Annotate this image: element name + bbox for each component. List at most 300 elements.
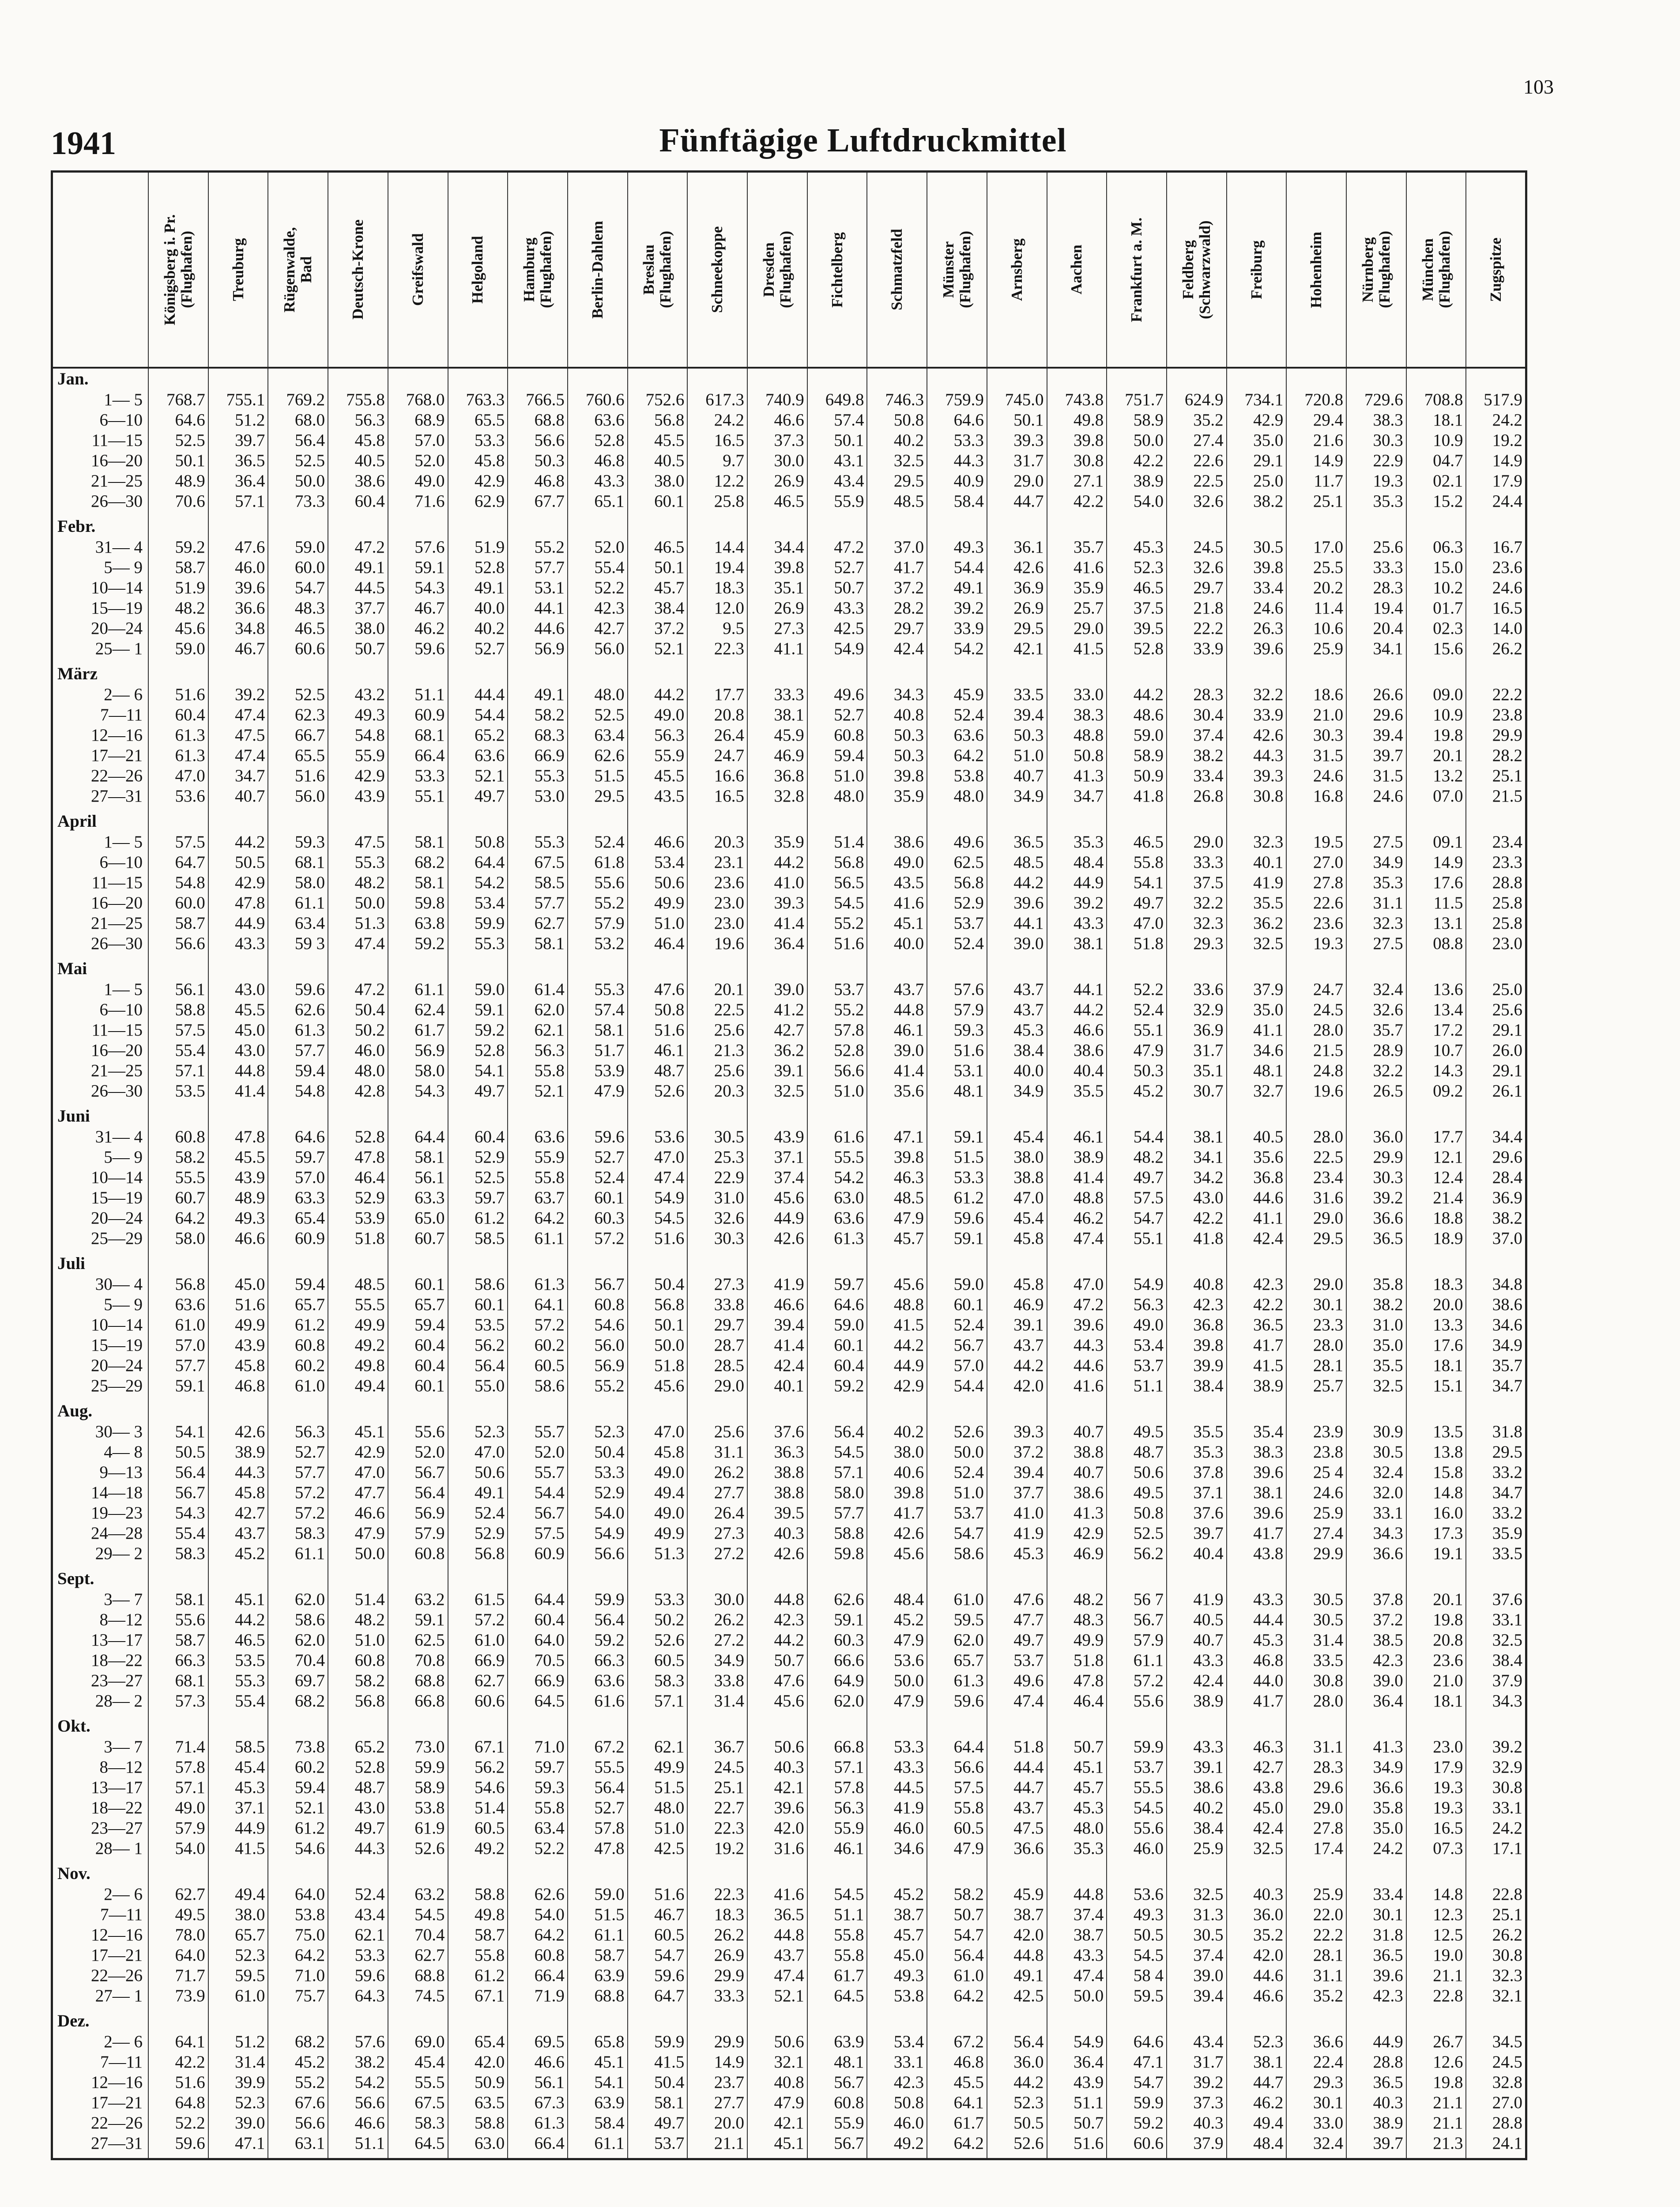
pressure-cell: 57.8 [807,1020,867,1040]
period-label: 25—29 [52,1376,149,1401]
pressure-cell: 49.1 [987,1966,1047,1986]
station-header [1346,172,1406,368]
pressure-cell: 40.0 [987,1061,1047,1081]
pressure-cell: 60.5 [508,1356,568,1376]
pressure-cell: 21.0 [1286,705,1346,725]
empty-cell [388,1253,448,1274]
pressure-cell: 39.0 [1346,1671,1406,1691]
pressure-cell: 50.4 [568,1442,628,1462]
empty-cell [148,1716,208,1737]
pressure-cell: 53.0 [508,786,568,811]
pressure-cell: 51.1 [1107,1376,1167,1401]
empty-cell [1406,958,1466,979]
pressure-cell: 46.6 [508,2052,568,2072]
pressure-cell: 56.8 [628,1295,688,1315]
pressure-cell: 58.8 [807,1523,867,1544]
pressure-cell: 35.2 [1167,410,1227,430]
pressure-cell: 63.9 [807,2032,867,2052]
pressure-cell: 58.7 [148,913,208,934]
pressure-cell: 32.9 [1466,1757,1526,1778]
pressure-cell: 42.8 [328,1081,388,1106]
pressure-cell: 47.1 [1107,2052,1167,2072]
pressure-cell: 66.3 [568,1650,628,1671]
pressure-cell: 22.3 [687,639,747,663]
pressure-cell: 38.7 [987,1905,1047,1925]
pressure-cell: 44.3 [1227,746,1287,766]
empty-cell [208,1253,268,1274]
pressure-cell: 59.7 [268,1147,328,1168]
pressure-cell: 60.8 [508,1945,568,1966]
pressure-cell: 56.7 [807,2072,867,2093]
pressure-cell: 38.6 [1167,1778,1227,1798]
empty-cell [208,1106,268,1127]
station-header [1047,172,1107,368]
pressure-cell: 43.0 [208,979,268,1000]
pressure-cell: 56.7 [927,1335,987,1356]
pressure-cell: 41.9 [1227,873,1287,893]
pressure-cell: 37.4 [1047,1905,1107,1925]
empty-cell [1346,1106,1406,1127]
pressure-cell: 41.6 [1047,557,1107,578]
pressure-cell: 49.5 [1107,1422,1167,1442]
pressure-cell: 15.0 [1406,557,1466,578]
pressure-cell: 26.2 [1466,1925,1526,1945]
pressure-cell: 47.2 [328,979,388,1000]
pressure-cell: 32.2 [1227,685,1287,705]
pressure-cell: 14.9 [1406,852,1466,873]
pressure-cell: 35.5 [1167,1422,1227,1442]
pressure-cell: 45.3 [987,1020,1047,1040]
empty-cell [388,958,448,979]
pressure-cell: 78.0 [148,1925,208,1945]
pressure-cell: 44.8 [1047,1884,1107,1905]
pressure-cell: 46.8 [927,2052,987,2072]
pressure-cell: 44.8 [867,1000,927,1020]
pressure-cell: 33.3 [1167,852,1227,873]
station-header [1406,172,1466,368]
pressure-cell: 38.5 [1346,1630,1406,1650]
pressure-cell: 42.0 [448,2052,508,2072]
pressure-cell: 46.5 [1107,832,1167,852]
pressure-cell: 25.8 [1466,893,1526,913]
pressure-cell: 39.3 [1227,766,1287,786]
pressure-cell: 47.9 [1107,1040,1167,1061]
empty-cell [328,811,388,832]
pressure-cell: 44.2 [747,1630,807,1650]
pressure-cell: 49.6 [987,1671,1047,1691]
pressure-cell: 769.2 [268,390,328,410]
pressure-cell: 30.8 [1286,1671,1346,1691]
pressure-cell: 49.0 [628,1503,688,1523]
pressure-cell: 49.6 [807,685,867,705]
pressure-cell: 52.1 [268,1798,328,1818]
pressure-cell: 50.7 [927,1905,987,1925]
pressure-cell: 64.7 [628,1986,688,2011]
pressure-cell: 49.7 [1107,1168,1167,1188]
pressure-cell: 46.0 [208,557,268,578]
empty-cell [628,1863,688,1884]
empty-cell [208,516,268,537]
pressure-cell: 60.5 [927,1818,987,1838]
pressure-cell: 38.0 [208,1905,268,1925]
pressure-cell: 23.9 [1286,1422,1346,1442]
pressure-cell: 54.1 [148,1422,208,1442]
empty-cell [1167,368,1227,390]
pressure-cell: 19.8 [1406,1610,1466,1630]
pressure-cell: 52.7 [568,1798,628,1818]
pressure-cell: 30.3 [1346,430,1406,451]
pressure-cell: 35.7 [1047,537,1107,557]
pressure-cell: 37.2 [1346,1610,1406,1630]
table-row [52,1081,1526,1106]
pressure-cell: 38.9 [1346,2113,1406,2133]
period-label: 2— 6 [52,1884,149,1905]
pressure-cell: 31.1 [1346,893,1406,913]
pressure-cell: 56.1 [388,1168,448,1188]
pressure-cell: 41.6 [867,893,927,913]
pressure-cell: 50.7 [747,1650,807,1671]
pressure-cell: 45.6 [747,1188,807,1208]
pressure-cell: 50.0 [1047,1986,1107,2011]
pressure-cell: 44.9 [867,1356,927,1376]
month-label: Mai [52,958,149,979]
pressure-cell: 30.1 [1286,2093,1346,2113]
pressure-cell: 53.3 [628,1589,688,1610]
table-row [52,1356,1526,1376]
pressure-cell: 68.8 [388,1966,448,1986]
pressure-cell: 37.9 [1227,979,1287,1000]
empty-cell [747,1401,807,1422]
pressure-cell: 70.5 [508,1650,568,1671]
pressure-cell: 52.7 [268,1442,328,1462]
pressure-cell: 63.3 [268,1188,328,1208]
pressure-cell: 57.0 [268,1168,328,1188]
pressure-cell: 29.0 [987,471,1047,491]
pressure-cell: 55.4 [208,1691,268,1716]
pressure-cell: 24.2 [1466,410,1526,430]
pressure-cell: 41.7 [1227,1523,1287,1544]
pressure-cell: 41.5 [208,1838,268,1863]
empty-cell [508,958,568,979]
empty-cell [448,1568,508,1589]
pressure-cell: 23.8 [1286,1442,1346,1462]
pressure-cell: 56.4 [448,1356,508,1376]
pressure-cell: 24.4 [1466,491,1526,516]
empty-cell [1406,368,1466,390]
pressure-cell: 40.7 [1047,1462,1107,1483]
pressure-cell: 42.1 [747,1778,807,1798]
empty-cell [148,663,208,685]
pressure-cell: 45.7 [867,1228,927,1253]
pressure-cell: 27.3 [687,1274,747,1295]
empty-cell [508,1401,568,1422]
pressure-cell: 07.3 [1406,1838,1466,1863]
pressure-cell: 48.8 [867,1295,927,1315]
month-label: Sept. [52,1568,149,1589]
pressure-cell: 51.6 [208,1295,268,1315]
pressure-cell: 57.1 [807,1462,867,1483]
pressure-cell: 26.2 [687,1462,747,1483]
pressure-cell: 38.6 [867,832,927,852]
pressure-cell: 46.7 [388,598,448,618]
pressure-cell: 54.0 [508,1905,568,1925]
pressure-cell: 64.7 [148,852,208,873]
pressure-cell: 40.0 [448,598,508,618]
pressure-cell: 51.4 [448,1798,508,1818]
pressure-cell: 42.2 [148,2052,208,2072]
empty-cell [508,1253,568,1274]
pressure-cell: 35.9 [1466,1523,1526,1544]
empty-cell [208,2011,268,2032]
pressure-cell: 62.7 [508,913,568,934]
pressure-cell: 66.8 [388,1691,448,1716]
pressure-cell: 12.2 [687,471,747,491]
pressure-cell: 68.8 [568,1986,628,2011]
pressure-cell: 54.6 [448,1778,508,1798]
pressure-cell: 50.0 [927,1442,987,1462]
pressure-cell: 40.7 [987,766,1047,786]
pressure-cell: 15.8 [1406,1462,1466,1483]
pressure-cell: 44.1 [987,913,1047,934]
pressure-cell: 59.1 [807,1610,867,1630]
pressure-cell: 29.9 [687,1966,747,1986]
pressure-cell: 49.1 [448,578,508,598]
empty-cell [747,1863,807,1884]
pressure-cell: 70.4 [268,1650,328,1671]
pressure-cell: 25.9 [1286,1503,1346,1523]
empty-cell [1167,1253,1227,1274]
pressure-cell: 54.2 [807,1168,867,1188]
pressure-cell: 41.9 [987,1523,1047,1544]
period-label: 2— 6 [52,685,149,705]
pressure-cell: 59.0 [268,537,328,557]
pressure-cell: 65.7 [268,1295,328,1315]
table-row [52,979,1526,1000]
pressure-cell: 48.8 [1047,725,1107,746]
pressure-cell: 63.0 [807,1188,867,1208]
empty-cell [1466,663,1526,685]
pressure-cell: 44.2 [987,1356,1047,1376]
empty-cell [687,1863,747,1884]
pressure-cell: 28.8 [1346,2052,1406,2072]
pressure-cell: 39.6 [208,578,268,598]
pressure-cell: 12.6 [1406,2052,1466,2072]
pressure-cell: 39.7 [1167,1523,1227,1544]
empty-cell [508,1568,568,1589]
pressure-cell: 51.8 [1047,1650,1107,1671]
pressure-cell: 56.4 [568,1610,628,1630]
period-label: 4— 8 [52,1442,149,1462]
pressure-cell: 44.4 [448,685,508,705]
period-label: 26—30 [52,491,149,516]
empty-cell [927,1253,987,1274]
pressure-cell: 42.1 [987,639,1047,663]
station-header [268,172,328,368]
pressure-cell: 43.7 [867,979,927,1000]
pressure-cell: 49.3 [927,537,987,557]
pressure-cell: 35.3 [1167,1442,1227,1462]
pressure-cell: 49.7 [1107,893,1167,913]
pressure-cell: 53.4 [867,2032,927,2052]
pressure-cell: 43.7 [987,1798,1047,1818]
station-name: Breslau (Flughafen) [640,231,674,309]
pressure-cell: 55.9 [628,746,688,766]
pressure-cell: 57.5 [148,1020,208,1040]
empty-cell [747,1568,807,1589]
pressure-cell: 56.1 [508,2072,568,2093]
pressure-cell: 34.9 [1466,1335,1526,1356]
pressure-cell: 24.6 [1286,766,1346,786]
pressure-cell: 64.4 [927,1737,987,1757]
month-row [52,811,1526,832]
pressure-cell: 58.2 [508,705,568,725]
pressure-cell: 45.2 [867,1610,927,1630]
pressure-cell: 22.3 [687,1884,747,1905]
period-label: 20—24 [52,618,149,639]
table-row [52,618,1526,639]
pressure-cell: 53.5 [148,1081,208,1106]
pressure-cell: 52.3 [568,1422,628,1442]
pressure-cell: 41.9 [867,1798,927,1818]
pressure-cell: 46.4 [1047,1691,1107,1716]
pressure-cell: 59.0 [568,1884,628,1905]
pressure-cell: 21.1 [1406,2113,1466,2133]
empty-cell [508,1863,568,1884]
pressure-cell: 41.6 [747,1884,807,1905]
pressure-cell: 55.7 [508,1462,568,1483]
pressure-cell: 37.7 [987,1483,1047,1503]
empty-cell [328,1568,388,1589]
pressure-cell: 43.7 [208,1523,268,1544]
pressure-cell: 56.8 [148,1274,208,1295]
pressure-cell: 28.1 [1286,1356,1346,1376]
pressure-cell: 42.7 [747,1020,807,1040]
pressure-cell: 29.6 [1346,705,1406,725]
pressure-cell: 37.4 [1167,725,1227,746]
period-label: 6—10 [52,410,149,430]
pressure-cell: 43.9 [328,786,388,811]
period-label: 8—12 [52,1757,149,1778]
pressure-cell: 55.9 [328,746,388,766]
month-row [52,663,1526,685]
pressure-cell: 27.8 [1286,1818,1346,1838]
pressure-cell: 61.4 [508,979,568,1000]
pressure-cell: 46.4 [628,934,688,958]
pressure-cell: 14.8 [1406,1884,1466,1905]
pressure-cell: 43.3 [1167,1737,1227,1757]
pressure-cell: 47.4 [628,1168,688,1188]
pressure-cell: 60.7 [388,1228,448,1253]
pressure-cell: 49.7 [987,1630,1047,1650]
pressure-cell: 34.1 [1167,1147,1227,1168]
pressure-cell: 43.9 [747,1127,807,1147]
empty-cell [1047,1106,1107,1127]
pressure-cell: 66.6 [807,1650,867,1671]
station-header [568,172,628,368]
pressure-cell: 43.3 [568,471,628,491]
pressure-cell: 48.2 [1047,1589,1107,1610]
table-row [52,1483,1526,1503]
empty-cell [1167,1568,1227,1589]
pressure-cell: 59.9 [568,1589,628,1610]
pressure-cell: 29.4 [1286,410,1346,430]
pressure-cell: 48.5 [867,491,927,516]
empty-cell [1107,1568,1167,1589]
station-header [388,172,448,368]
pressure-cell: 37.5 [1107,598,1167,618]
pressure-cell: 56.7 [568,1274,628,1295]
pressure-cell: 56.0 [268,786,328,811]
pressure-cell: 54.3 [148,1503,208,1523]
pressure-cell: 21.0 [1406,1671,1466,1691]
pressure-cell: 49.0 [148,1798,208,1818]
pressure-cell: 68.9 [388,410,448,430]
pressure-cell: 36.5 [987,832,1047,852]
table-row [52,1335,1526,1356]
pressure-cell: 37.0 [1466,1228,1526,1253]
empty-cell [388,516,448,537]
pressure-cell: 61.2 [927,1188,987,1208]
pressure-cell: 21.1 [687,2133,747,2159]
pressure-cell: 35.4 [1227,1422,1287,1442]
pressure-cell: 58.1 [388,832,448,852]
period-label: 20—24 [52,1356,149,1376]
pressure-cell: 66.9 [508,746,568,766]
pressure-cell: 29.7 [687,1315,747,1335]
pressure-cell: 25.1 [687,1778,747,1798]
station-name: Schmatzfeld [888,229,906,311]
pressure-cell: 52.3 [208,1945,268,1966]
pressure-cell: 50.6 [747,2032,807,2052]
pressure-cell: 45.6 [628,1376,688,1401]
pressure-cell: 42.9 [1227,410,1287,430]
pressure-cell: 32.5 [1227,1838,1287,1863]
table-row [52,766,1526,786]
pressure-cell: 55.5 [328,1295,388,1315]
pressure-cell: 26.8 [1167,786,1227,811]
pressure-cell: 18.3 [687,578,747,598]
pressure-cell: 52.4 [1107,1000,1167,1020]
pressure-cell: 67.7 [508,491,568,516]
pressure-cell: 40.3 [747,1523,807,1544]
pressure-table [51,170,1527,2160]
empty-cell [927,958,987,979]
table-row [52,1127,1526,1147]
period-label: 10—14 [52,1168,149,1188]
pressure-cell: 31.3 [1167,1905,1227,1925]
pressure-cell: 30.8 [1227,786,1287,811]
pressure-cell: 64.9 [807,1671,867,1691]
pressure-cell: 59.2 [388,934,448,958]
pressure-cell: 35.3 [1047,1838,1107,1863]
period-label: 18—22 [52,1798,149,1818]
pressure-cell: 59.7 [807,1274,867,1295]
pressure-cell: 64.5 [388,2133,448,2159]
pressure-cell: 42.4 [867,639,927,663]
pressure-cell: 35.9 [1047,578,1107,598]
pressure-cell: 58.7 [148,557,208,578]
pressure-cell: 45.0 [1227,1798,1287,1818]
pressure-cell: 42.2 [1167,1208,1227,1228]
pressure-cell: 22.8 [1406,1986,1466,2011]
empty-cell [568,516,628,537]
pressure-cell: 41.4 [1047,1168,1107,1188]
pressure-cell: 39.6 [987,893,1047,913]
pressure-cell: 36.4 [208,471,268,491]
pressure-cell: 50.0 [328,893,388,913]
pressure-cell: 65.8 [568,2032,628,2052]
pressure-cell: 60.8 [328,1650,388,1671]
